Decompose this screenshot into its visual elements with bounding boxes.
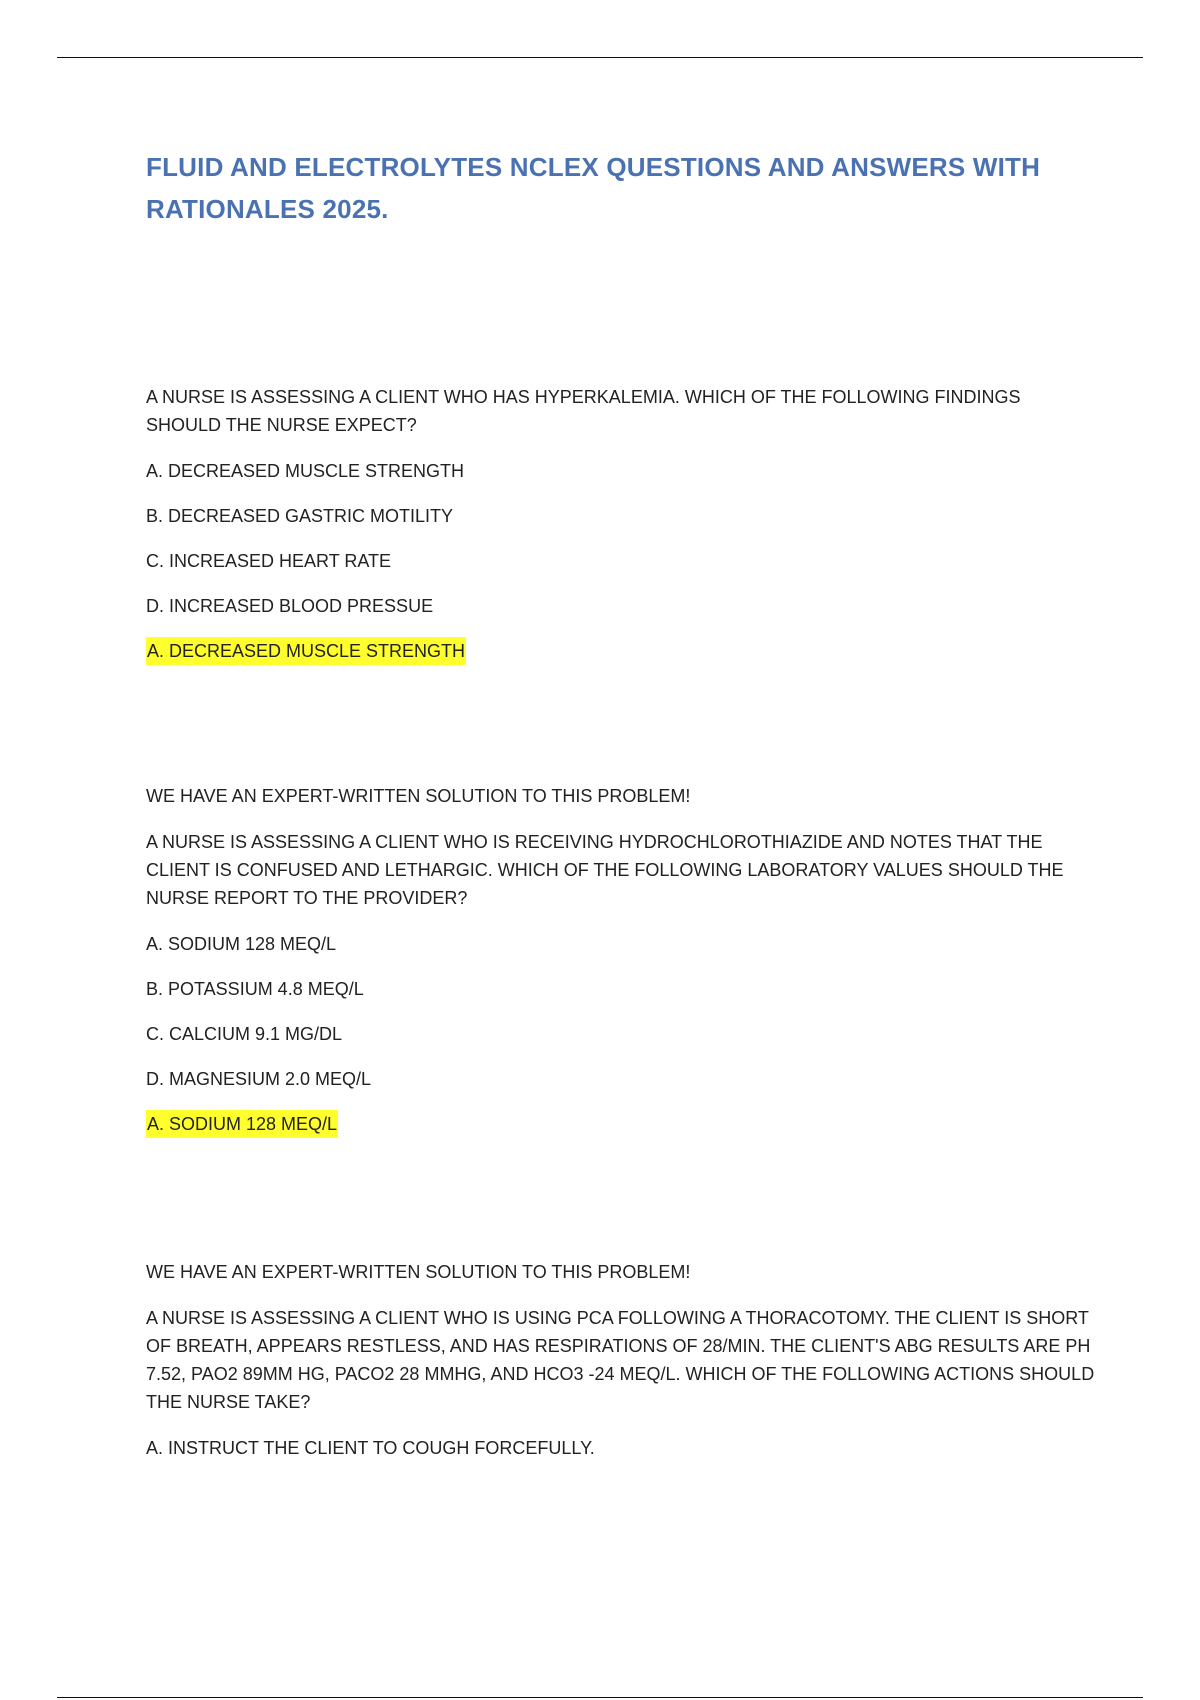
- question-1-answer: A. DECREASED MUSCLE STRENGTH: [146, 637, 466, 665]
- spacer: [146, 682, 1096, 782]
- question-1-answer-row: [146, 637, 1096, 665]
- question-2-answer-row: [146, 1110, 1096, 1138]
- question-1-option-d: D. INCREASED BLOOD PRESSUE: [146, 596, 434, 616]
- header-rule: [57, 57, 1143, 58]
- document-title: FLUID AND ELECTROLYTES NCLEX QUESTIONS AND ANSWERS WITH RATIONALES 2025.: [146, 152, 1041, 224]
- question-2-option-c: C. CALCIUM 9.1 MG/DL: [146, 1024, 343, 1044]
- question-1-option-c: C. INCREASED HEART RATE: [146, 551, 392, 571]
- footer-rule: [57, 1697, 1143, 1698]
- document-body: [146, 383, 1096, 1479]
- question-2-text: A NURSE IS ASSESSING A CLIENT WHO IS RECEIVING HYDROCHLOROTHIAZIDE AND NOTES THAT THE CLIENT IS CONFUSED AND LETHARGIC. WHICH OF THE FOLLOWING LABORATORY VALUES SHOULD THE NURSE REPORT TO THE PROVIDER?: [146, 832, 1064, 908]
- question-1-option-b: B. DECREASED GASTRIC MOTILITY: [146, 506, 454, 526]
- question-2-option-d: D. MAGNESIUM 2.0 MEQ/L: [146, 1069, 372, 1089]
- question-2-intro: WE HAVE AN EXPERT-WRITTEN SOLUTION TO THIS PROBLEM!: [146, 786, 691, 806]
- question-3-intro: WE HAVE AN EXPERT-WRITTEN SOLUTION TO THIS PROBLEM!: [146, 1262, 691, 1282]
- question-3-text: A NURSE IS ASSESSING A CLIENT WHO IS USING PCA FOLLOWING A THORACOTOMY. THE CLIENT IS SHORT OF BREATH, APPEARS RESTLESS, AND HAS RESPIRATIONS OF 28/MIN. THE CLIENT'S ABG RESULTS ARE PH 7.52, PAO2 89MM HG, PACO2 28 MMHG, AND HCO3 -24 MEQ/L. WHICH OF THE FOLLOWING ACTIONS SHOULD THE NURSE TAKE?: [146, 1308, 1095, 1412]
- question-1-option-a: A. DECREASED MUSCLE STRENGTH: [146, 461, 465, 481]
- question-2-option-a: A. SODIUM 128 MEQ/L: [146, 934, 337, 954]
- spacer: [146, 1155, 1096, 1258]
- question-2-option-b: B. POTASSIUM 4.8 MEQ/L: [146, 979, 364, 999]
- question-2-answer: A. SODIUM 128 MEQ/L: [146, 1110, 338, 1138]
- question-1-text: A NURSE IS ASSESSING A CLIENT WHO HAS HYPERKALEMIA. WHICH OF THE FOLLOWING FINDINGS SHOULD THE NURSE EXPECT?: [146, 387, 1021, 435]
- question-3-option-a: A. INSTRUCT THE CLIENT TO COUGH FORCEFULLY.: [146, 1438, 595, 1458]
